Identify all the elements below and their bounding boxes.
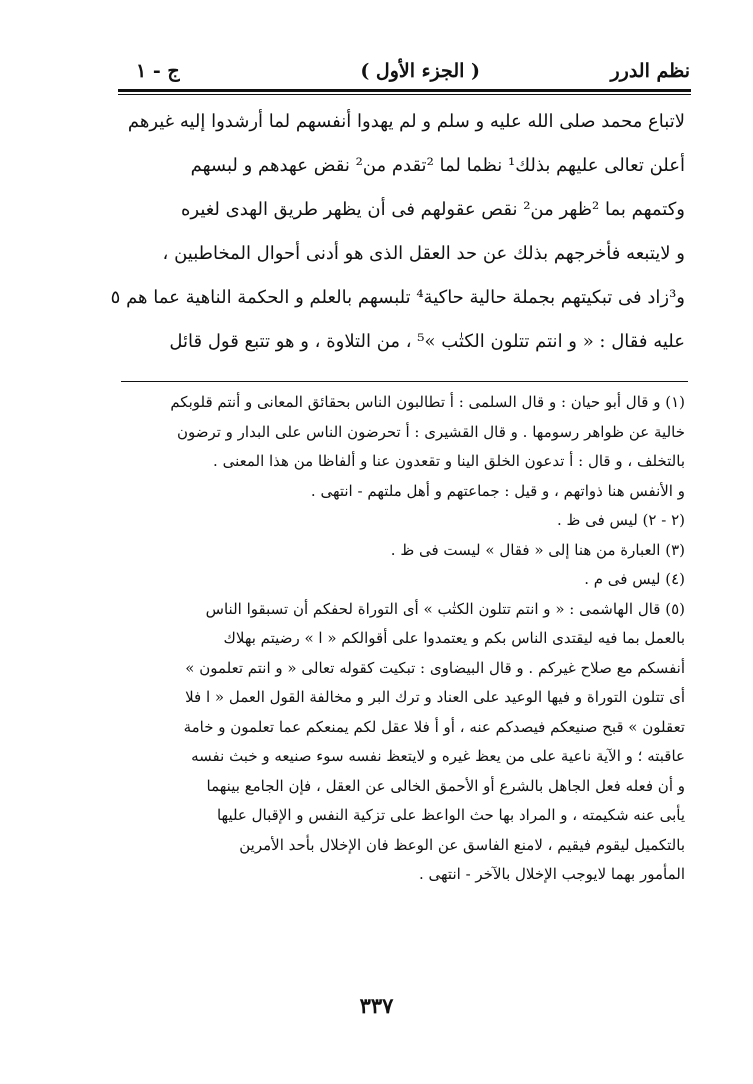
- footnote-line: أنفسكم مع صلاح غيركم . و قال البيضاوى : تبكيت كقوله تعالى « و انتم تعلمون »: [185, 658, 685, 677]
- page-number: ٣٣٧: [359, 993, 394, 1018]
- main-text-line: لاتباع محمد صلى الله عليه و سلم و لم يهدوا أنفسهم لما أرشدوا إليه غيرهم: [127, 111, 685, 132]
- footnote-line: (٥) قال الهاشمى : « و انتم تتلون الكتٰب » أى التوراة لحفكم أن تسبقوا الناس: [205, 599, 685, 618]
- header-rule-thick: [118, 89, 691, 92]
- header-rule-thin: [118, 94, 691, 95]
- header-part-title: ( الجزء الأول ): [360, 60, 480, 82]
- main-text-line: أعلن تعالى عليهم بذلك¹ نظما لما ²تقدم من² نقض عهدهم و لبسهم: [190, 155, 685, 176]
- footnote-line: (٤) ليس فى م .: [584, 570, 685, 588]
- footnote-line: (٣) العبارة من هنا إلى « فقال » ليست فى ظ .: [390, 540, 685, 559]
- footnote-line: المأمور بهما لايوجب الإخلال بالآخر - انتهى .: [418, 865, 685, 883]
- footnote-line: يأبى عنه شكيمته ، و المراد بها حث الواعظ على تزكية النفس و الإقبال عليها: [216, 806, 685, 824]
- main-text-line: وكتمهم بما ²ظهر من² نقص عقولهم فى أن يظهر طريق الهدى لغيره: [180, 199, 685, 220]
- footnote-line: بالتخلف ، و قال : أ تدعون الخلق الينا و تقعدون عنا و ألفاظا من هذا المعنى .: [213, 452, 685, 470]
- footnotes-block: [123, 388, 685, 890]
- main-text-line: عليه فقال : « و انتم تتلون الكتٰب »⁵ ، من التلاوة ، و هو تتبع قول قائل: [169, 331, 685, 352]
- footnote-line: عاقبته ؛ و الآية ناعية على من يعظ غيره و لايتعظ نفسه سوء صنيعه و خبث نفسه: [191, 747, 685, 765]
- page-header: [120, 54, 690, 88]
- footnote-line: و أن فعله فعل الجاهل بالشرع أو الأحمق الخالى عن العقل ، فإن الجامع بينهما: [206, 776, 685, 795]
- footnote-line: (١) و قال أبو حيان : و قال السلمى : أ تطالبون الناس بحقائق المعانى و أنتم قلوبكم: [170, 393, 685, 411]
- footnote-line: تعقلون » قبح صنيعكم فيصدكم عنه ، أو أ فلا عقل لكم يمنعكم عما تعلمون و خامة: [183, 717, 685, 736]
- footnote-line: (٢ - ٢) ليس فى ظ .: [556, 511, 685, 529]
- footnote-line: أى تتلون التوراة و فيها الوعيد على العناد و ترك البر و مخالفة القول العمل « ا فلا: [185, 688, 685, 706]
- footnote-line: بالتكميل ليقوم فيقيم ، لامنع الفاسق عن الوعظ فان الإخلال بأحد الأمرين: [239, 835, 685, 854]
- footnote-line: بالعمل بما فيه ليقتدى الناس بكم و يعتمدوا على أقوالكم « ا » رضيتم بهلاك: [223, 629, 685, 647]
- header-volume: ج - ١: [136, 60, 180, 82]
- footnotes-divider: [121, 381, 688, 382]
- footnote-line: خالية عن ظواهر رسومها . و قال القشيرى : أ تحرضون الناس على البدار و ترضون: [176, 422, 685, 441]
- main-text-line: و لايتبعه فأخرجهم بذلك عن حد العقل الذى هو أدنى أحوال المخاطبين ،: [162, 243, 685, 264]
- header-book-title: نظم الدرر: [610, 60, 690, 82]
- footnote-line: و الأنفس هنا ذواتهم ، و قيل : جماعتهم و أهل ملتهم - انتهى .: [310, 481, 685, 500]
- main-text-block: [110, 100, 685, 364]
- main-text-line: و³زاد فى تبكيتهم بجملة حالية حاكية⁴ تلبسهم بالعلم و الحكمة الناهية عما هم ٥: [110, 287, 685, 308]
